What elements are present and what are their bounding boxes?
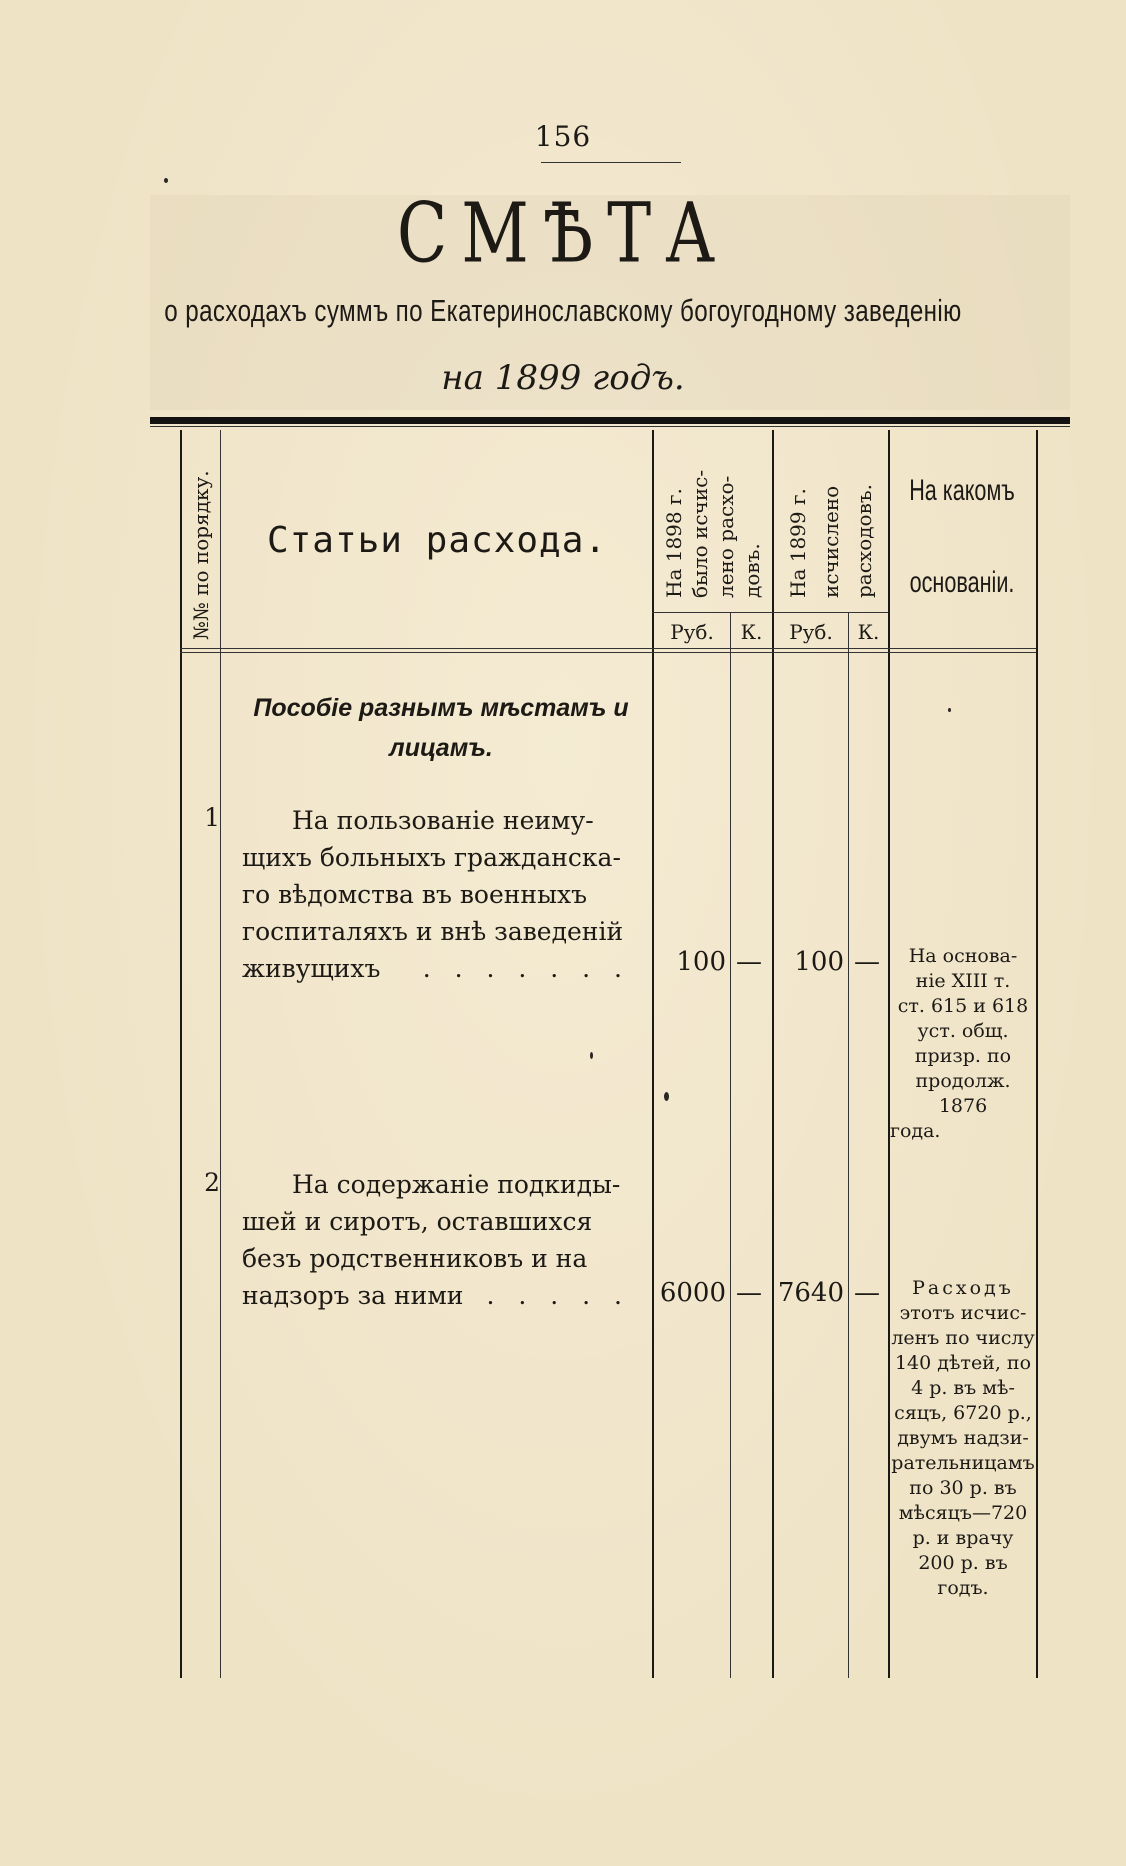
kop-1899: —	[854, 947, 880, 977]
document-year: на 1899 годъ.	[441, 358, 685, 398]
page-number-rule	[541, 162, 681, 163]
unit-rub-1898: Руб.	[670, 620, 714, 644]
table-top-thick-rule	[150, 417, 1070, 424]
unit-kop-1898: К.	[740, 620, 763, 644]
table-left-border	[180, 430, 182, 1678]
rub-1898: 6000	[659, 1278, 726, 1308]
paper-speck	[164, 178, 168, 183]
kop-1899: —	[854, 1278, 880, 1308]
kop-1898: —	[736, 947, 762, 977]
units-rule	[652, 612, 888, 613]
table-right-border	[1036, 430, 1038, 1678]
header-basis-line-1: На какомъ	[909, 474, 1015, 507]
col-divider-num	[220, 430, 221, 1678]
header-bottom-rule-2	[180, 652, 1036, 653]
document-title: СМѢТА	[396, 185, 730, 282]
col-divider-1899-kop	[848, 612, 849, 1678]
rub-1899: 7640	[777, 1278, 844, 1308]
document-page: 156 СМѢТА о расходахъ суммъ по Екатеринославскому богоугодному заведенію на 1899 годъ. №№ по порядку. Статьи расхода. На 1898 г. было исчис- лено расхо- довъ. На 1899 г. исчислено расходовъ. На какомъ основаніи. Руб. К. Руб. К. Пособіе разнымъ мѣстамъ и лицамъ. 1 На пользованіе неиму- щихъ больныхъ гражданска- го вѣдомства въ военныхъ госпиталяхъ и внѣ заведеній живущихъ . . . . . . . 100 — 100 — На основа- ніе XIII т. ст. 615 и 618 уст. общ. призр. по продолж. 1876 года. 2 На содержаніе подкиды- шей и сиротъ, оставшихся безъ родственниковъ и на надзоръ за ними . . . . . 6000 — 7640 — Расходъ этотъ исчис- ленъ по числу 140 дѣтей, по 4 р. въ мѣ- сяцъ, 6720 р., двумъ надзи- рательницамъ по 30 р. въ мѣсяцъ—720 р. и врачу 200 р. въ годъ.	[0, 0, 1126, 1866]
col-divider-1898-kop	[730, 612, 731, 1678]
document-subtitle: о расходахъ суммъ по Екатеринославскому богоугодному заведенію	[164, 293, 962, 328]
unit-kop-1899: К.	[857, 620, 880, 644]
section-title: Пособіе разнымъ мѣстамъ и лицамъ.	[253, 694, 629, 762]
paper-speck	[664, 1092, 669, 1101]
row-description: На пользованіе неиму- щихъ больныхъ гражданска- го вѣдомства въ военныхъ госпиталяхъ и внѣ заведеній живущихъ . . . . . . .	[242, 806, 630, 983]
row-number: 2	[204, 1168, 220, 1197]
table-top-thin-rule	[150, 426, 1070, 427]
unit-rub-1899: Руб.	[789, 620, 833, 644]
col-divider-1898	[772, 430, 774, 1678]
row-number: 1	[204, 803, 220, 832]
header-bottom-rule-1	[180, 648, 1036, 649]
row-basis: На основа- ніе XIII т. ст. 615 и 618 уст. общ. призр. по продолж. 1876 года.	[890, 945, 1029, 1142]
kop-1898: —	[736, 1278, 762, 1308]
header-basis-line-2: основаніи.	[909, 566, 1015, 599]
page-number: 156	[534, 120, 592, 153]
rub-1898: 100	[676, 947, 726, 977]
col-divider-articles	[652, 430, 654, 1678]
row-basis: Расходъ этотъ исчис- ленъ по числу 140 дѣтей, по 4 р. въ мѣ- сяцъ, 6720 р., двумъ надзи- рательницамъ по 30 р. въ мѣсяцъ—720 р. и врачу 200 р. въ годъ.	[891, 1277, 1035, 1599]
header-articles: Статьи расхода.	[266, 520, 608, 561]
paper-speck	[590, 1052, 593, 1059]
paper-speck	[948, 708, 951, 712]
header-number: №№ по порядку.	[189, 470, 213, 640]
rub-1899: 100	[794, 947, 844, 977]
row-description: На содержаніе подкиды- шей и сиротъ, оставшихся безъ родственниковъ и на надзоръ за ними . . . . .	[242, 1170, 630, 1310]
